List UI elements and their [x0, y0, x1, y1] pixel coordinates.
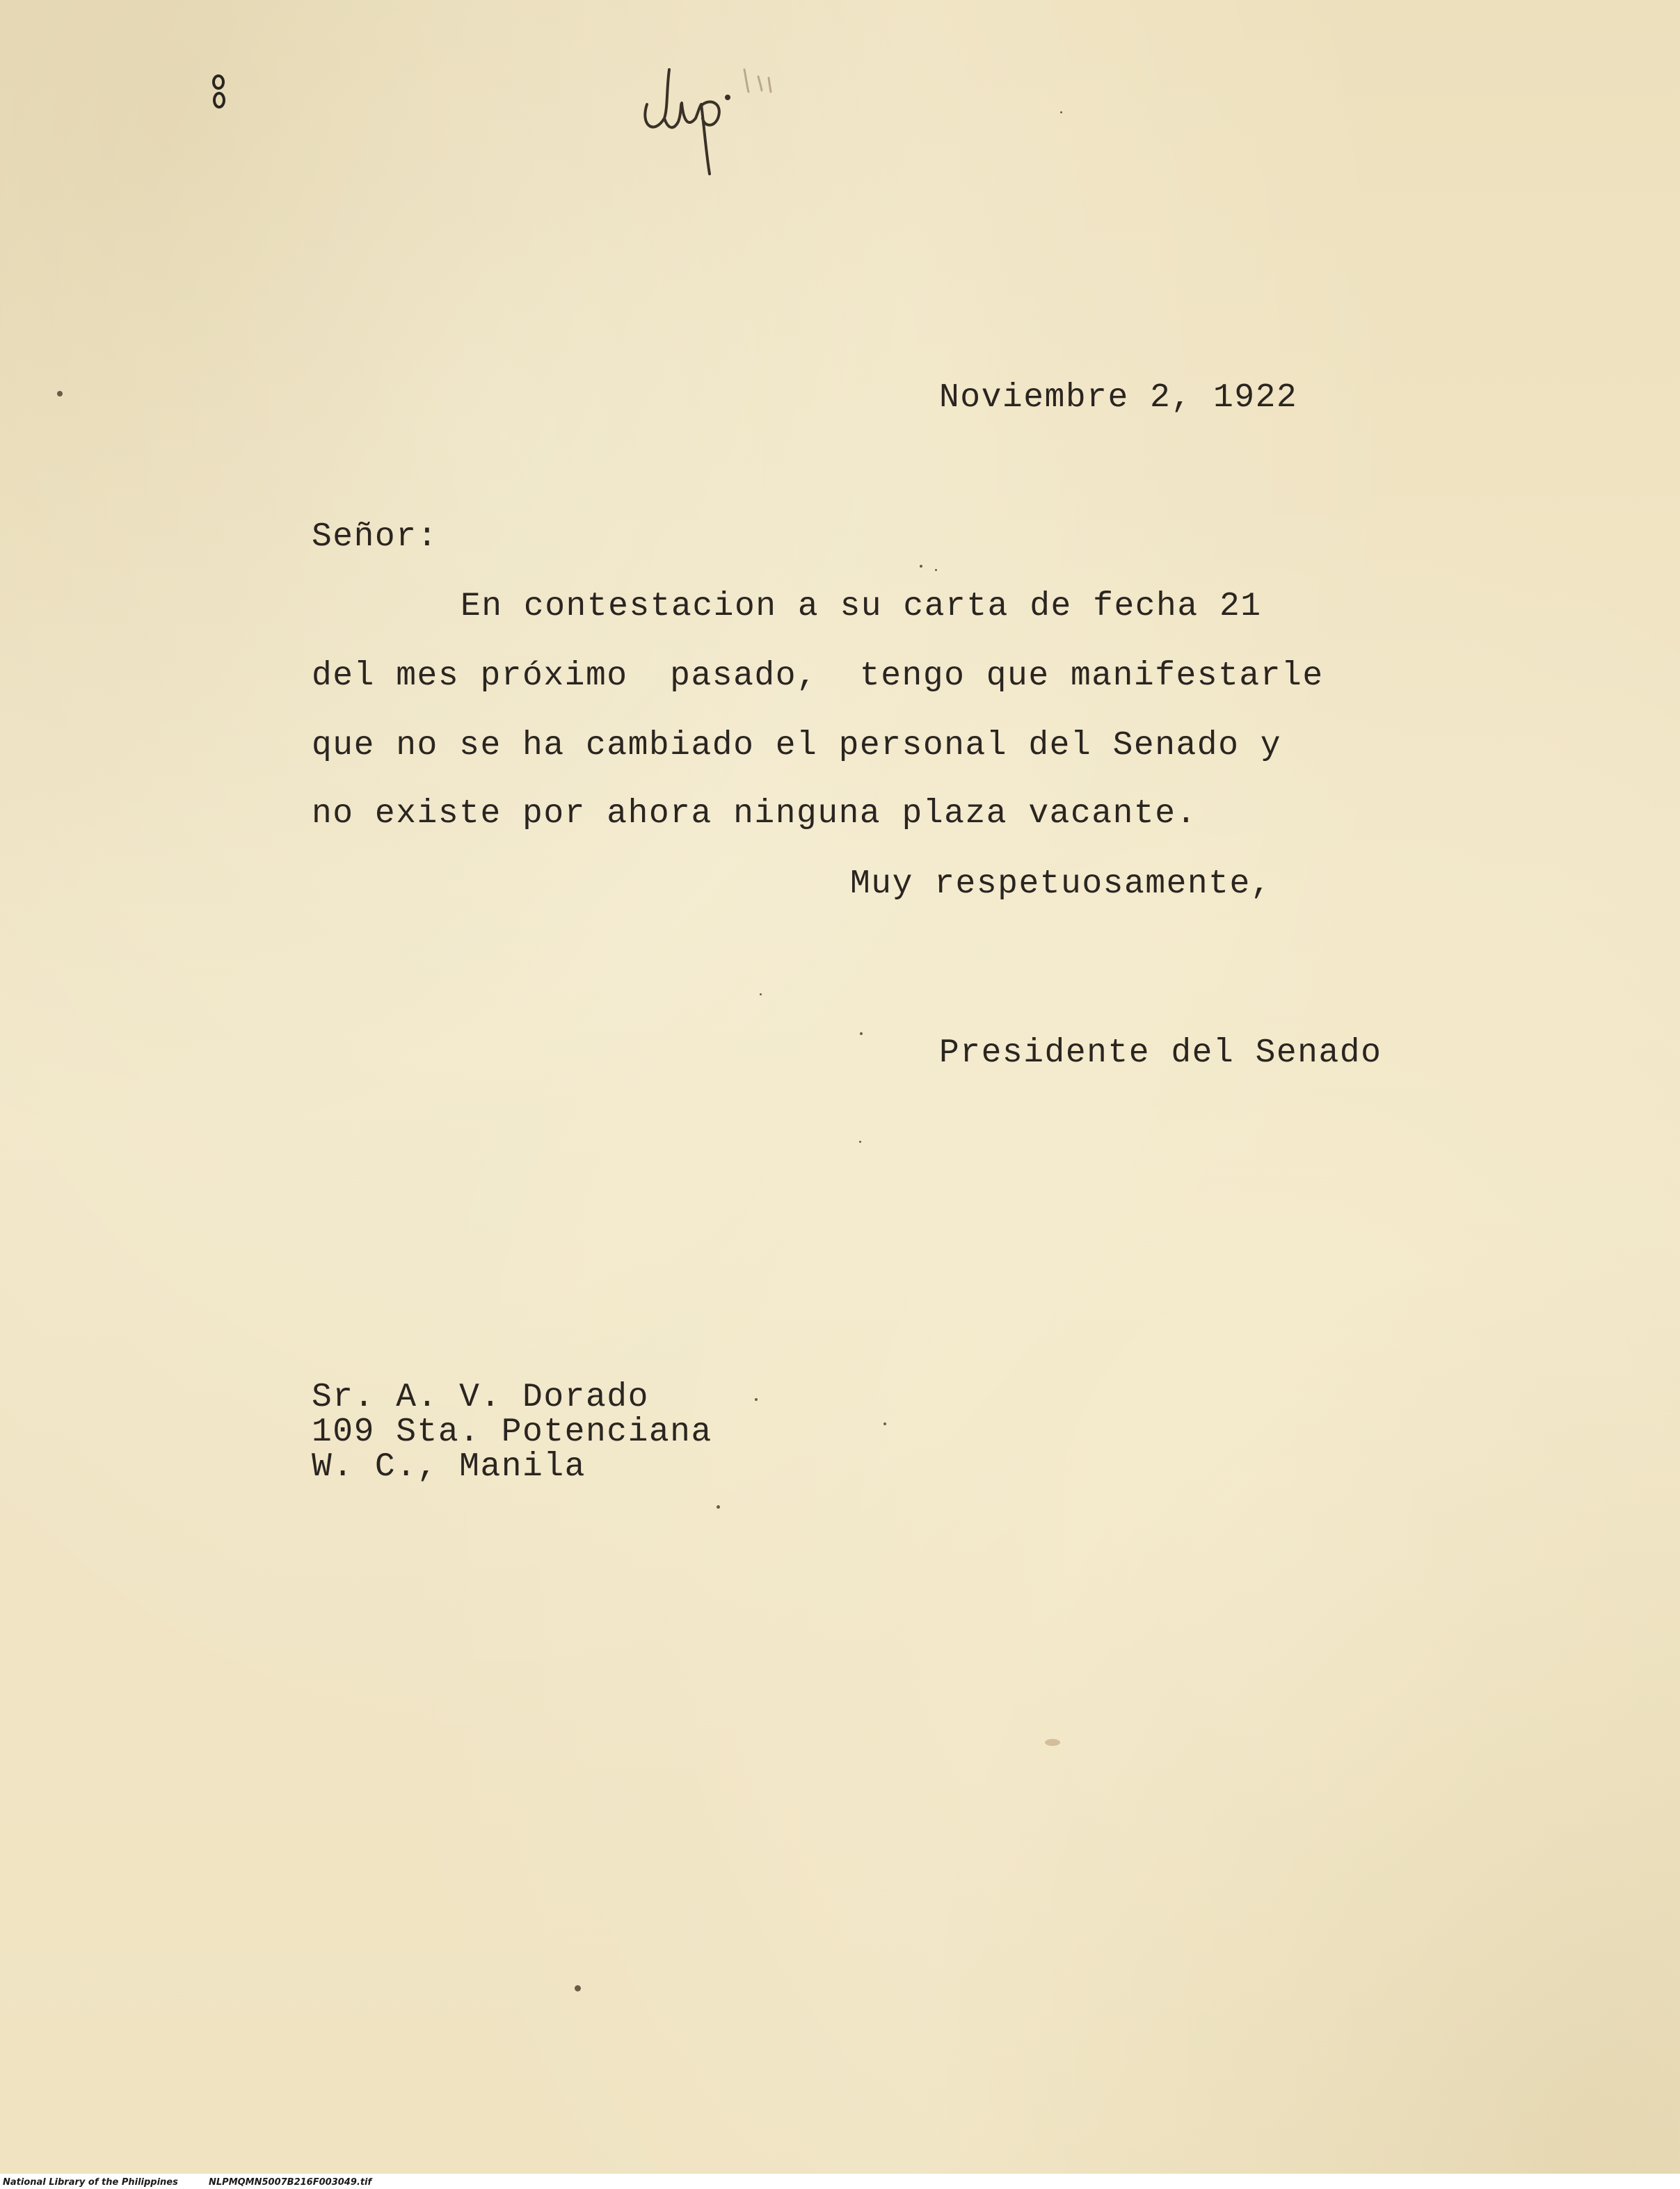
paper-speck — [1060, 111, 1062, 113]
archive-file-name: NLPMQMN5007B216F003049.tif — [209, 2177, 372, 2188]
paper-speck — [1045, 1739, 1060, 1746]
body-line-3: que no se ha cambiado el personal del Senado y — [312, 727, 1282, 764]
body-line-1: En contestacion a su carta de fecha 21 — [461, 588, 1262, 625]
staple-mark — [209, 70, 230, 118]
handwritten-dup-annotation — [626, 49, 793, 188]
paper-speck — [859, 1141, 861, 1143]
recipient-city: W. C., Manila — [312, 1448, 586, 1486]
signature-title: Presidente del Senado — [939, 1034, 1382, 1072]
paper-speck — [575, 1985, 581, 1991]
body-line-4: no existe por ahora ninguna plaza vacante. — [312, 795, 1197, 833]
paper-speck — [883, 1422, 886, 1425]
archive-footer — [0, 2174, 1680, 2189]
letter-date: Noviembre 2, 1922 — [939, 379, 1298, 417]
paper-speck — [920, 565, 922, 568]
recipient-name: Sr. A. V. Dorado — [312, 1379, 649, 1416]
closing: Muy respetuosamente, — [850, 865, 1272, 903]
paper-speck — [860, 1032, 863, 1035]
salutation: Señor: — [312, 518, 438, 556]
paper-speck — [760, 993, 762, 995]
recipient-street: 109 Sta. Potenciana — [312, 1413, 712, 1451]
paper-speck — [755, 1398, 758, 1401]
paper-speck — [935, 569, 937, 571]
body-line-2: del mes próximo pasado, tengo que manifestarle — [312, 657, 1324, 695]
paper-speck — [717, 1505, 720, 1509]
paper-speck — [57, 391, 63, 396]
archive-source-label: National Library of the Philippines — [3, 2177, 178, 2188]
